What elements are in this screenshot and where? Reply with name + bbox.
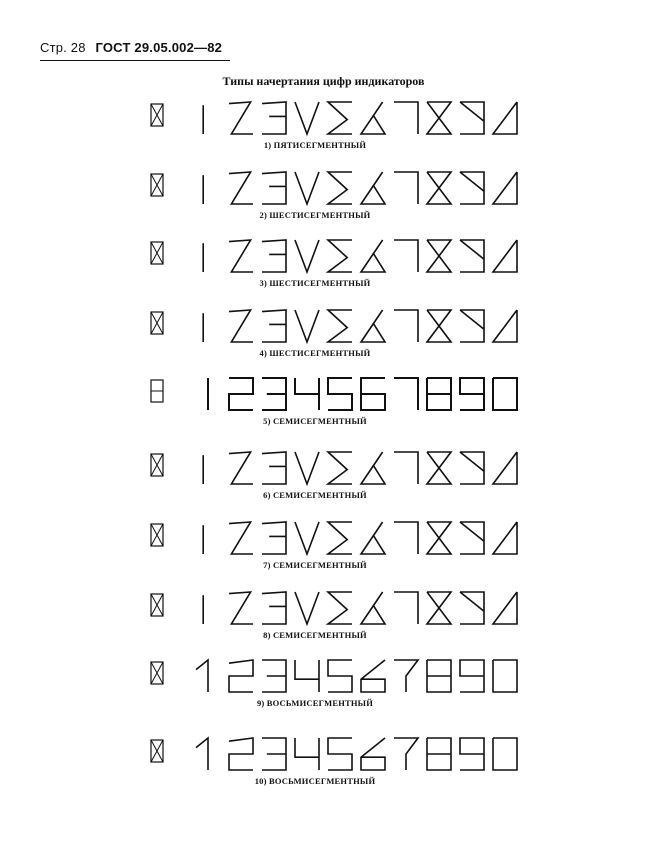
digit-glyph-7	[394, 310, 418, 342]
digit-glyph-0	[493, 452, 517, 484]
digit-glyph-8	[427, 310, 451, 342]
digit-glyph-3	[262, 738, 286, 770]
digit-glyph-8	[427, 172, 451, 204]
digit-style-row	[0, 168, 647, 233]
digit-glyph-3	[262, 452, 286, 484]
digit-glyph-set	[0, 734, 647, 782]
segment-diagram-icon	[151, 454, 163, 476]
digit-glyph-7	[394, 738, 418, 770]
segment-diagram-icon	[151, 380, 163, 402]
digit-glyph-9	[460, 522, 484, 554]
digit-style-row	[0, 518, 647, 583]
variant-caption: 10) ВОСЬМИСЕГМЕНТНЫЙ	[254, 776, 376, 786]
digit-glyph-6	[361, 102, 385, 134]
digit-glyph-5	[328, 738, 352, 770]
segment-diagram-icon	[151, 242, 163, 264]
digit-glyph-6	[361, 452, 385, 484]
digit-glyph-8	[427, 738, 451, 770]
segment-diagram-icon	[151, 312, 163, 334]
digit-glyph-1	[196, 738, 208, 770]
digit-glyph-9	[460, 452, 484, 484]
digit-glyph-4	[295, 452, 319, 484]
digit-glyph-8	[427, 660, 451, 692]
digit-glyph-9	[460, 102, 484, 134]
digit-glyph-2	[229, 172, 253, 204]
digit-glyph-0	[493, 310, 517, 342]
variant-caption: 7) СЕМИСЕГМЕНТНЫЙ	[263, 560, 367, 570]
segment-diagram-icon	[151, 594, 163, 616]
variant-caption: 3) ШЕСТИСЕГМЕНТНЫЙ	[259, 278, 371, 288]
digit-glyph-0	[493, 738, 517, 770]
variant-caption: 9) ВОСЬМИСЕГМЕНТНЫЙ	[256, 698, 374, 708]
digit-glyph-set	[0, 448, 647, 496]
digit-glyph-4	[295, 378, 319, 410]
digit-glyph-3	[262, 378, 286, 410]
digit-glyph-7	[394, 240, 418, 272]
digit-glyph-1	[196, 660, 208, 692]
digit-glyph-7	[394, 172, 418, 204]
digit-glyph-4	[295, 522, 319, 554]
variant-caption: 6) СЕМИСЕГМЕНТНЫЙ	[263, 490, 367, 500]
digit-glyph-5	[328, 660, 352, 692]
digit-glyph-4	[295, 240, 319, 272]
digit-glyph-4	[295, 172, 319, 204]
digit-glyph-set	[0, 236, 647, 284]
digit-glyph-4	[295, 738, 319, 770]
digit-glyph-4	[295, 592, 319, 624]
digit-glyph-8	[427, 240, 451, 272]
digit-glyph-5	[328, 310, 352, 342]
segment-diagram-icon	[151, 662, 163, 684]
digit-glyph-6	[361, 522, 385, 554]
digit-glyph-0	[493, 378, 517, 410]
digit-glyph-5	[328, 172, 352, 204]
digit-glyph-9	[460, 378, 484, 410]
page-number: Стр. 28	[40, 40, 86, 55]
digit-style-row	[0, 236, 647, 301]
segment-diagram-icon	[151, 524, 163, 546]
digit-glyph-2	[229, 592, 253, 624]
standard-code: ГОСТ 29.05.002—82	[95, 40, 223, 55]
page-header	[40, 40, 222, 55]
digit-glyph-0	[493, 660, 517, 692]
digit-glyph-set	[0, 306, 647, 354]
digit-glyph-set	[0, 588, 647, 636]
digit-glyph-9	[460, 738, 484, 770]
digit-glyph-2	[229, 378, 253, 410]
header-rule	[40, 60, 230, 61]
variant-caption: 8) СЕМИСЕГМЕНТНЫЙ	[263, 630, 367, 640]
digit-glyph-0	[493, 592, 517, 624]
digit-glyph-3	[262, 240, 286, 272]
digit-glyph-9	[460, 172, 484, 204]
digit-glyph-8	[427, 102, 451, 134]
digit-style-row	[0, 374, 647, 439]
digit-glyph-8	[427, 452, 451, 484]
digit-glyph-7	[394, 660, 418, 692]
variant-caption: 4) ШЕСТИСЕГМЕНТНЫЙ	[259, 348, 371, 358]
segment-diagram-icon	[151, 740, 163, 762]
digit-glyph-2	[229, 738, 253, 770]
digit-glyph-9	[460, 660, 484, 692]
page-title: Типы начертания цифр индикаторов	[222, 74, 425, 88]
digit-glyph-0	[493, 240, 517, 272]
digit-glyph-set	[0, 518, 647, 566]
digit-glyph-5	[328, 102, 352, 134]
digit-glyph-7	[394, 592, 418, 624]
variant-caption: 5) СЕМИСЕГМЕНТНЫЙ	[263, 416, 367, 426]
digit-glyph-2	[229, 310, 253, 342]
digit-glyph-0	[493, 522, 517, 554]
digit-glyph-4	[295, 660, 319, 692]
digit-glyph-5	[328, 378, 352, 410]
digit-glyph-3	[262, 172, 286, 204]
digit-style-row	[0, 306, 647, 371]
digit-glyph-9	[460, 310, 484, 342]
digit-glyph-7	[394, 522, 418, 554]
digit-glyph-9	[460, 240, 484, 272]
digit-glyph-3	[262, 660, 286, 692]
digit-glyph-set	[0, 656, 647, 704]
digit-glyph-8	[427, 522, 451, 554]
digit-style-row	[0, 98, 647, 163]
digit-glyph-4	[295, 310, 319, 342]
digit-glyph-3	[262, 592, 286, 624]
segment-diagram-icon	[151, 174, 163, 196]
digit-glyph-6	[361, 592, 385, 624]
digit-glyph-9	[460, 592, 484, 624]
digit-glyph-0	[493, 172, 517, 204]
digit-glyph-set	[0, 98, 647, 146]
digit-glyph-4	[295, 102, 319, 134]
variant-caption: 2) ШЕСТИСЕГМЕНТНЫЙ	[259, 210, 371, 220]
digit-style-row	[0, 734, 647, 799]
digit-glyph-8	[427, 592, 451, 624]
digit-glyph-3	[262, 102, 286, 134]
digit-glyph-5	[328, 240, 352, 272]
digit-glyph-6	[361, 738, 385, 770]
digit-style-row	[0, 588, 647, 653]
digit-style-row	[0, 448, 647, 513]
digit-glyph-2	[229, 102, 253, 134]
digit-glyph-6	[361, 172, 385, 204]
digit-glyph-6	[361, 660, 385, 692]
digit-glyph-6	[361, 378, 385, 410]
digit-glyph-3	[262, 522, 286, 554]
digit-glyph-2	[229, 452, 253, 484]
digit-glyph-6	[361, 310, 385, 342]
variant-caption: 1) ПЯТИСЕГМЕНТНЫЙ	[263, 140, 367, 150]
digit-glyph-0	[493, 102, 517, 134]
digit-glyph-7	[394, 452, 418, 484]
digit-glyph-2	[229, 522, 253, 554]
digit-glyph-6	[361, 240, 385, 272]
digit-glyph-5	[328, 592, 352, 624]
digit-glyph-8	[427, 378, 451, 410]
digit-glyph-5	[328, 522, 352, 554]
digit-glyph-5	[328, 452, 352, 484]
digit-glyph-2	[229, 660, 253, 692]
digit-glyph-set	[0, 374, 647, 422]
digit-glyph-7	[394, 378, 418, 410]
digit-glyph-3	[262, 310, 286, 342]
digit-style-row	[0, 656, 647, 721]
digit-glyph-7	[394, 102, 418, 134]
digit-glyph-set	[0, 168, 647, 216]
digit-glyph-2	[229, 240, 253, 272]
segment-diagram-icon	[151, 104, 163, 126]
